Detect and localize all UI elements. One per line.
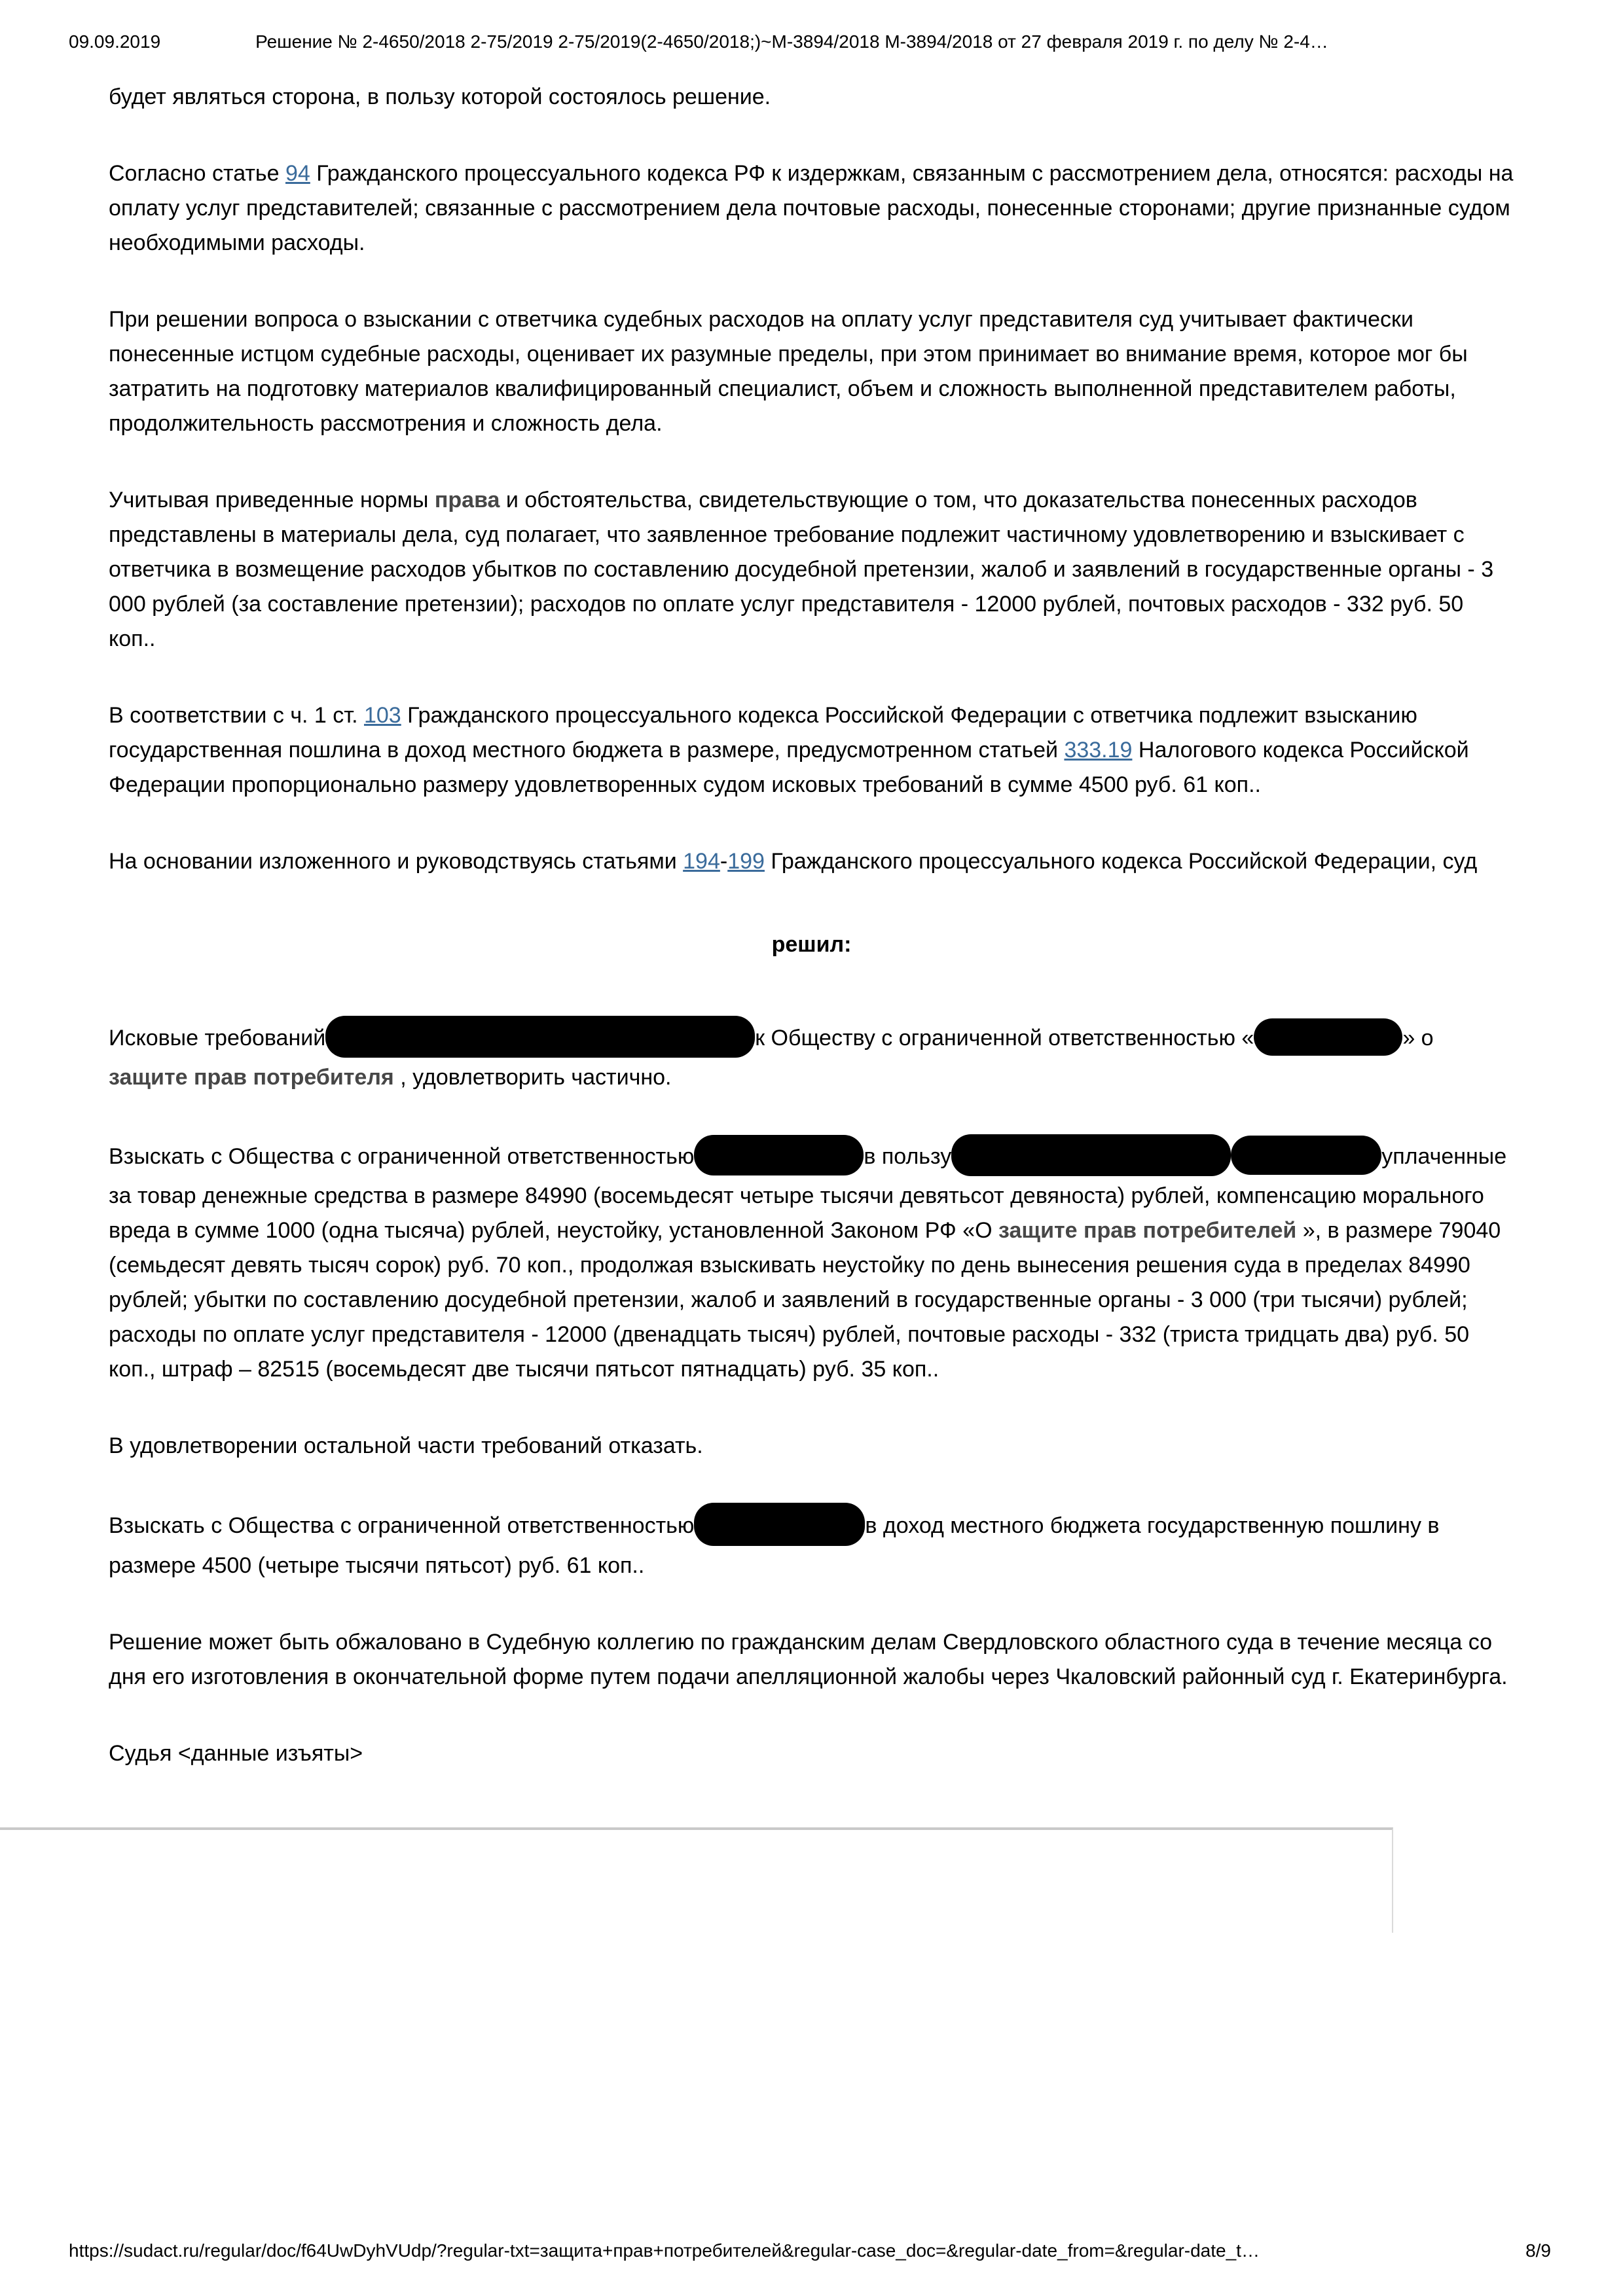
highlighted-search-term: права: [434, 488, 500, 512]
paragraph: Судья <данные изъяты>: [109, 1741, 363, 1766]
highlighted-search-term: защите прав потребителя: [109, 1065, 394, 1090]
paragraph: Исковые требований к Обществу с ограниченной ответственностью « » о защите прав потребителя , удовлетворить частично.: [109, 1018, 1514, 1095]
redaction-bar: [325, 1016, 755, 1058]
paragraph: На основании изложенного и руководствуясь статьями 194-199 Гражданского процессуального кодекса Российской Федерации, суд: [109, 849, 1478, 874]
statute-link[interactable]: 199: [727, 849, 765, 874]
resolution-heading: решил:: [771, 932, 852, 957]
statute-link[interactable]: 333.19: [1064, 738, 1133, 762]
source-url: https://sudact.ru/regular/doc/f64UwDyhVUdp/?regular-txt=защита+прав+потребителей&regular-case_doc=&regular-date_from=&regular-date_t…: [69, 2240, 1260, 2261]
paragraph: В соответствии с ч. 1 ст. 103 Гражданского процессуального кодекса Российской Федерации с ответчика подлежит взысканию государственная пошлина в доход местного бюджета в размере, предусмотренном статьей 333.19 Налогового кодекса Российской Федерации пропорционально размеру удовлетворенных судом исковых требований в сумме 4500 руб. 61 коп..: [109, 703, 1469, 797]
redaction-bar: [1231, 1136, 1381, 1175]
paragraph: будет являться сторона, в пользу которой состоялось решение.: [109, 84, 771, 109]
redaction-bar: [1254, 1018, 1402, 1056]
page-number: 8/9: [1525, 2240, 1551, 2261]
statute-link[interactable]: 94: [285, 161, 310, 186]
document-title: Решение № 2-4650/2018 2-75/2019 2-75/2019(2-4650/2018;)~М-3894/2018 М-3894/2018 от 27 февраля 2019 г. по делу № 2-4…: [255, 31, 1328, 52]
paragraph: Учитывая приведенные нормы права и обстоятельства, свидетельствующие о том, что доказательства понесенных расходов представлены в материалы дела, суд полагает, что заявленное требование подлежит частичному удовлетворению и взыскивает с ответчика в возмещение расходов убытков по составлению досудебной претензии, жалоб и заявлений в государственные органы - 3 000 рублей (за составление претензии); расходов по оплате услуг представителя - 12000 рублей, почтовых расходов - 332 руб. 50 коп..: [109, 488, 1494, 651]
print-footer: [69, 2240, 1551, 2262]
embedded-frame-placeholder: [0, 1827, 1393, 1933]
redaction-bar: [694, 1503, 865, 1546]
paragraph: Взыскать с Общества с ограниченной ответственностью в доход местного бюджета государственную пошлину в размере 4500 (четыре тысячи пятьсот) руб. 61 коп..: [109, 1505, 1514, 1583]
statute-link[interactable]: 194: [683, 849, 720, 874]
print-header: [69, 30, 1565, 54]
statute-link[interactable]: 103: [363, 703, 401, 728]
print-date: 09.09.2019: [69, 31, 161, 52]
paragraph: Согласно статье 94 Гражданского процессуального кодекса РФ к издержкам, связанным с рассмотрением дела, относятся: расходы на оплату услуг представителей; связанные с рассмотрением дела почтовые расходы, понесенные сторонами; другие признанные судом необходимыми расходы.: [109, 161, 1514, 255]
paragraph: Решение может быть обжаловано в Судебную коллегию по гражданским делам Свердловского областного суда в течение месяца со дня его изготовления в окончательной форме путем подачи апелляционной жалобы через Чкаловский районный суд г. Екатеринбурга.: [109, 1630, 1508, 1689]
paragraph: При решении вопроса о взыскании с ответчика судебных расходов на оплату услуг представителя суд учитывает фактически понесенные истцом судебные расходы, оценивает их разумные пределы, при этом принимает во внимание время, которое мог бы затратить на подготовку материалов квалифицированный специалист, объем и сложность выполненной представителем работы, продолжительность рассмотрения и сложность дела.: [109, 307, 1468, 436]
redaction-bar: [951, 1134, 1231, 1176]
redaction-bar: [694, 1135, 864, 1175]
paragraph: Взыскать с Общества с ограниченной ответственностью в пользу уплаченные за товар денежные средства в размере 84990 (восемьдесят четыре тысячи девятьсот девяноста) рублей, компенсацию морального вреда в сумме 1000 (одна тысяча) рублей, неустойку, установленной Законом РФ «О защите прав потребителей », в размере 79040 (семьдесят девять тысяч сорок) руб. 70 коп., продолжая взыскивать неустойку по день вынесения решения суда в пределах 84990 рублей; убытки по составлению досудебной претензии, жалоб и заявлений в государственные органы - 3 000 (три тысячи) рублей; расходы по оплате услуг представителя - 12000 (двенадцать тысяч) рублей, почтовые расходы - 332 (триста тридцать два) руб. 50 коп., штраф – 82515 (восемьдесят две тысячи пятьсот пятнадцать) руб. 35 коп..: [109, 1137, 1514, 1387]
document-body: [109, 0, 1514, 1771]
paragraph: В удовлетворении остальной части требований отказать.: [109, 1433, 703, 1458]
highlighted-search-term: защите прав потребителей: [998, 1218, 1297, 1243]
